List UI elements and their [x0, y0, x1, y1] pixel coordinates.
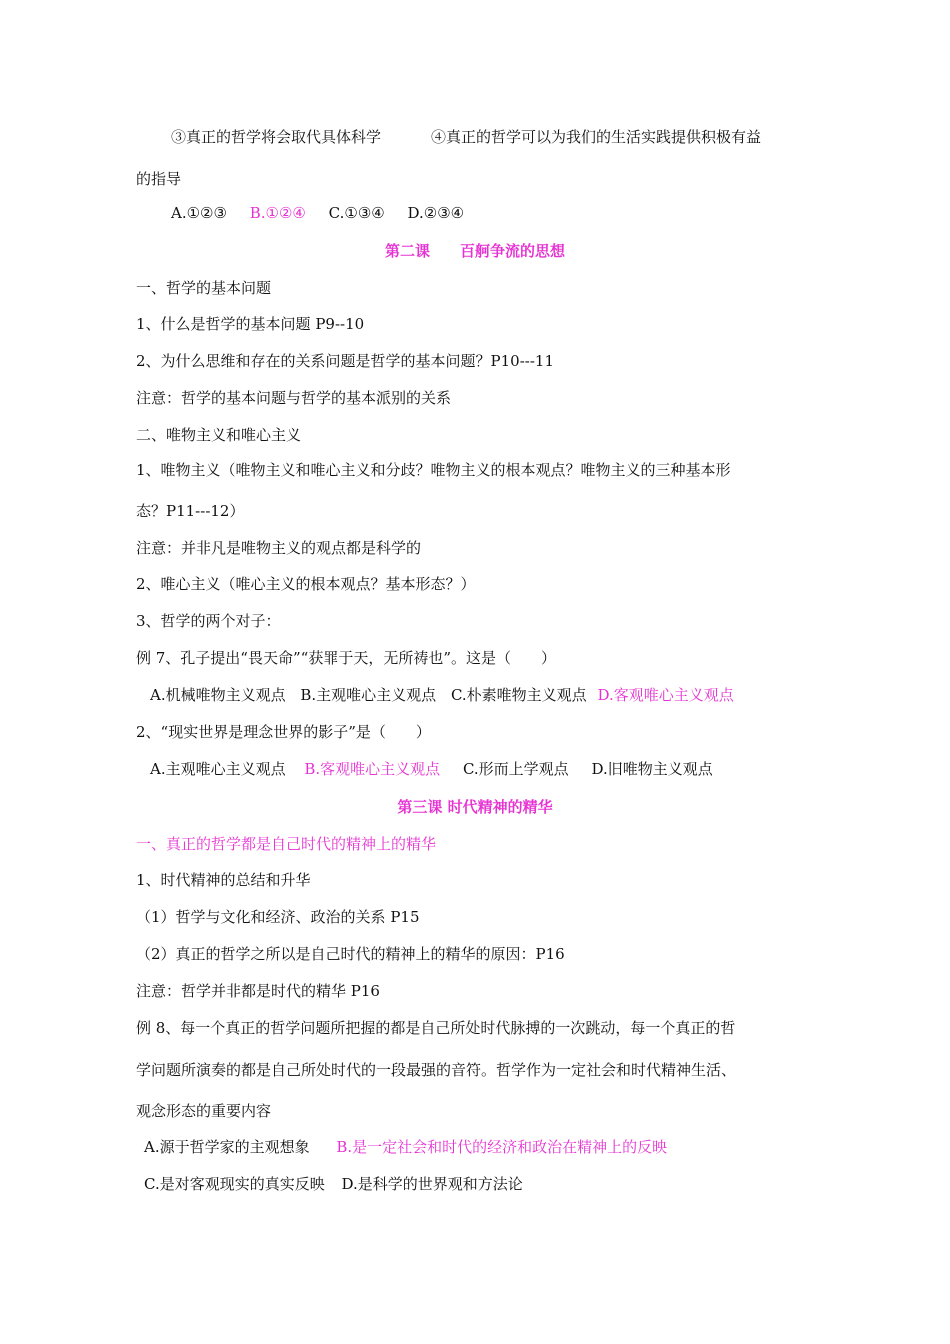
section-heading: 一、哲学的基本问题	[136, 279, 272, 297]
question-line: 的指导	[136, 170, 182, 188]
paragraph: 2、唯心主义（唯心主义的根本观点？基本形态？）	[136, 575, 476, 593]
option-a: A.机械唯物主义观点	[150, 686, 286, 704]
answer-options	[150, 759, 713, 779]
option-d-answer: D.客观唯心主义观点	[597, 686, 734, 704]
statement-4: ④真正的哲学可以为我们的生活实践提供积极有益	[431, 128, 762, 146]
example-question: 学问题所演奏的都是自己所处时代的一段最强的音符。哲学作为一定社会和时代精神生活、	[136, 1061, 737, 1079]
option-c: C.朴素唯物主义观点	[450, 686, 587, 704]
example-question: 例 7、孔子提出“畏天命”“获罪于天，无所祷也”。这是（ ）	[136, 649, 556, 667]
section-heading: 二、唯物主义和唯心主义	[136, 426, 302, 444]
example-question: 观念形态的重要内容	[136, 1102, 272, 1120]
option-a: A.①②③	[171, 204, 227, 222]
note: 注意：哲学并非都是时代的精华 P16	[136, 982, 380, 1000]
answer-options	[144, 1137, 667, 1157]
note: 注意：并非凡是唯物主义的观点都是科学的	[136, 539, 422, 557]
lesson-title: 第二课 百舸争流的思想	[384, 242, 565, 260]
option-a: A.主观唯心主义观点	[150, 760, 286, 778]
paragraph: 3、哲学的两个对子：	[136, 612, 281, 630]
statement-3: ③真正的哲学将会取代具体科学	[171, 128, 382, 146]
question-line	[171, 127, 761, 147]
paragraph: （1）哲学与文化和经济、政治的关系 P15	[136, 908, 420, 926]
option-b-answer: B.①②④	[249, 204, 306, 222]
option-b-answer: B.是一定社会和时代的经济和政治在精神上的反映	[336, 1138, 668, 1156]
section-heading: 一、真正的哲学都是自己时代的精神上的精华	[136, 835, 437, 853]
option-b: B.主观唯心主义观点	[300, 686, 437, 704]
answer-options	[144, 1174, 523, 1194]
paragraph: 1、时代精神的总结和升华	[136, 871, 311, 889]
answer-options	[150, 685, 734, 705]
option-c: C.①③④	[328, 204, 385, 222]
option-d: D.是科学的世界观和方法论	[341, 1175, 523, 1193]
paragraph: 态？P11---12）	[136, 502, 245, 520]
option-a: A.源于哲学家的主观想象	[144, 1138, 310, 1156]
paragraph: 1、什么是哲学的基本问题 P9--10	[136, 315, 365, 333]
option-d: D.②③④	[407, 204, 465, 222]
option-d: D.旧唯物主义观点	[591, 760, 713, 778]
note: 注意：哲学的基本问题与哲学的基本派别的关系	[136, 389, 452, 407]
paragraph: 1、唯物主义（唯物主义和唯心主义和分歧？唯物主义的根本观点？唯物主义的三种基本形	[136, 461, 731, 479]
example-question: 例 8、每一个真正的哲学问题所把握的都是自己所处时代脉搏的一次跳动，每一个真正的哲	[136, 1019, 736, 1037]
paragraph: （2）真正的哲学之所以是自己时代的精神上的精华的原因：P16	[136, 945, 565, 963]
lesson-title: 第三课 时代精神的精华	[397, 798, 553, 816]
answer-options	[171, 203, 464, 223]
question: 2、“现实世界是理念世界的影子”是（ ）	[136, 723, 431, 741]
option-b-answer: B.客观唯心主义观点	[304, 760, 441, 778]
paragraph: 2、为什么思维和存在的关系问题是哲学的基本问题？P10---11	[136, 352, 555, 370]
option-c: C.形而上学观点	[462, 760, 569, 778]
option-c: C.是对客观现实的真实反映	[144, 1175, 325, 1193]
